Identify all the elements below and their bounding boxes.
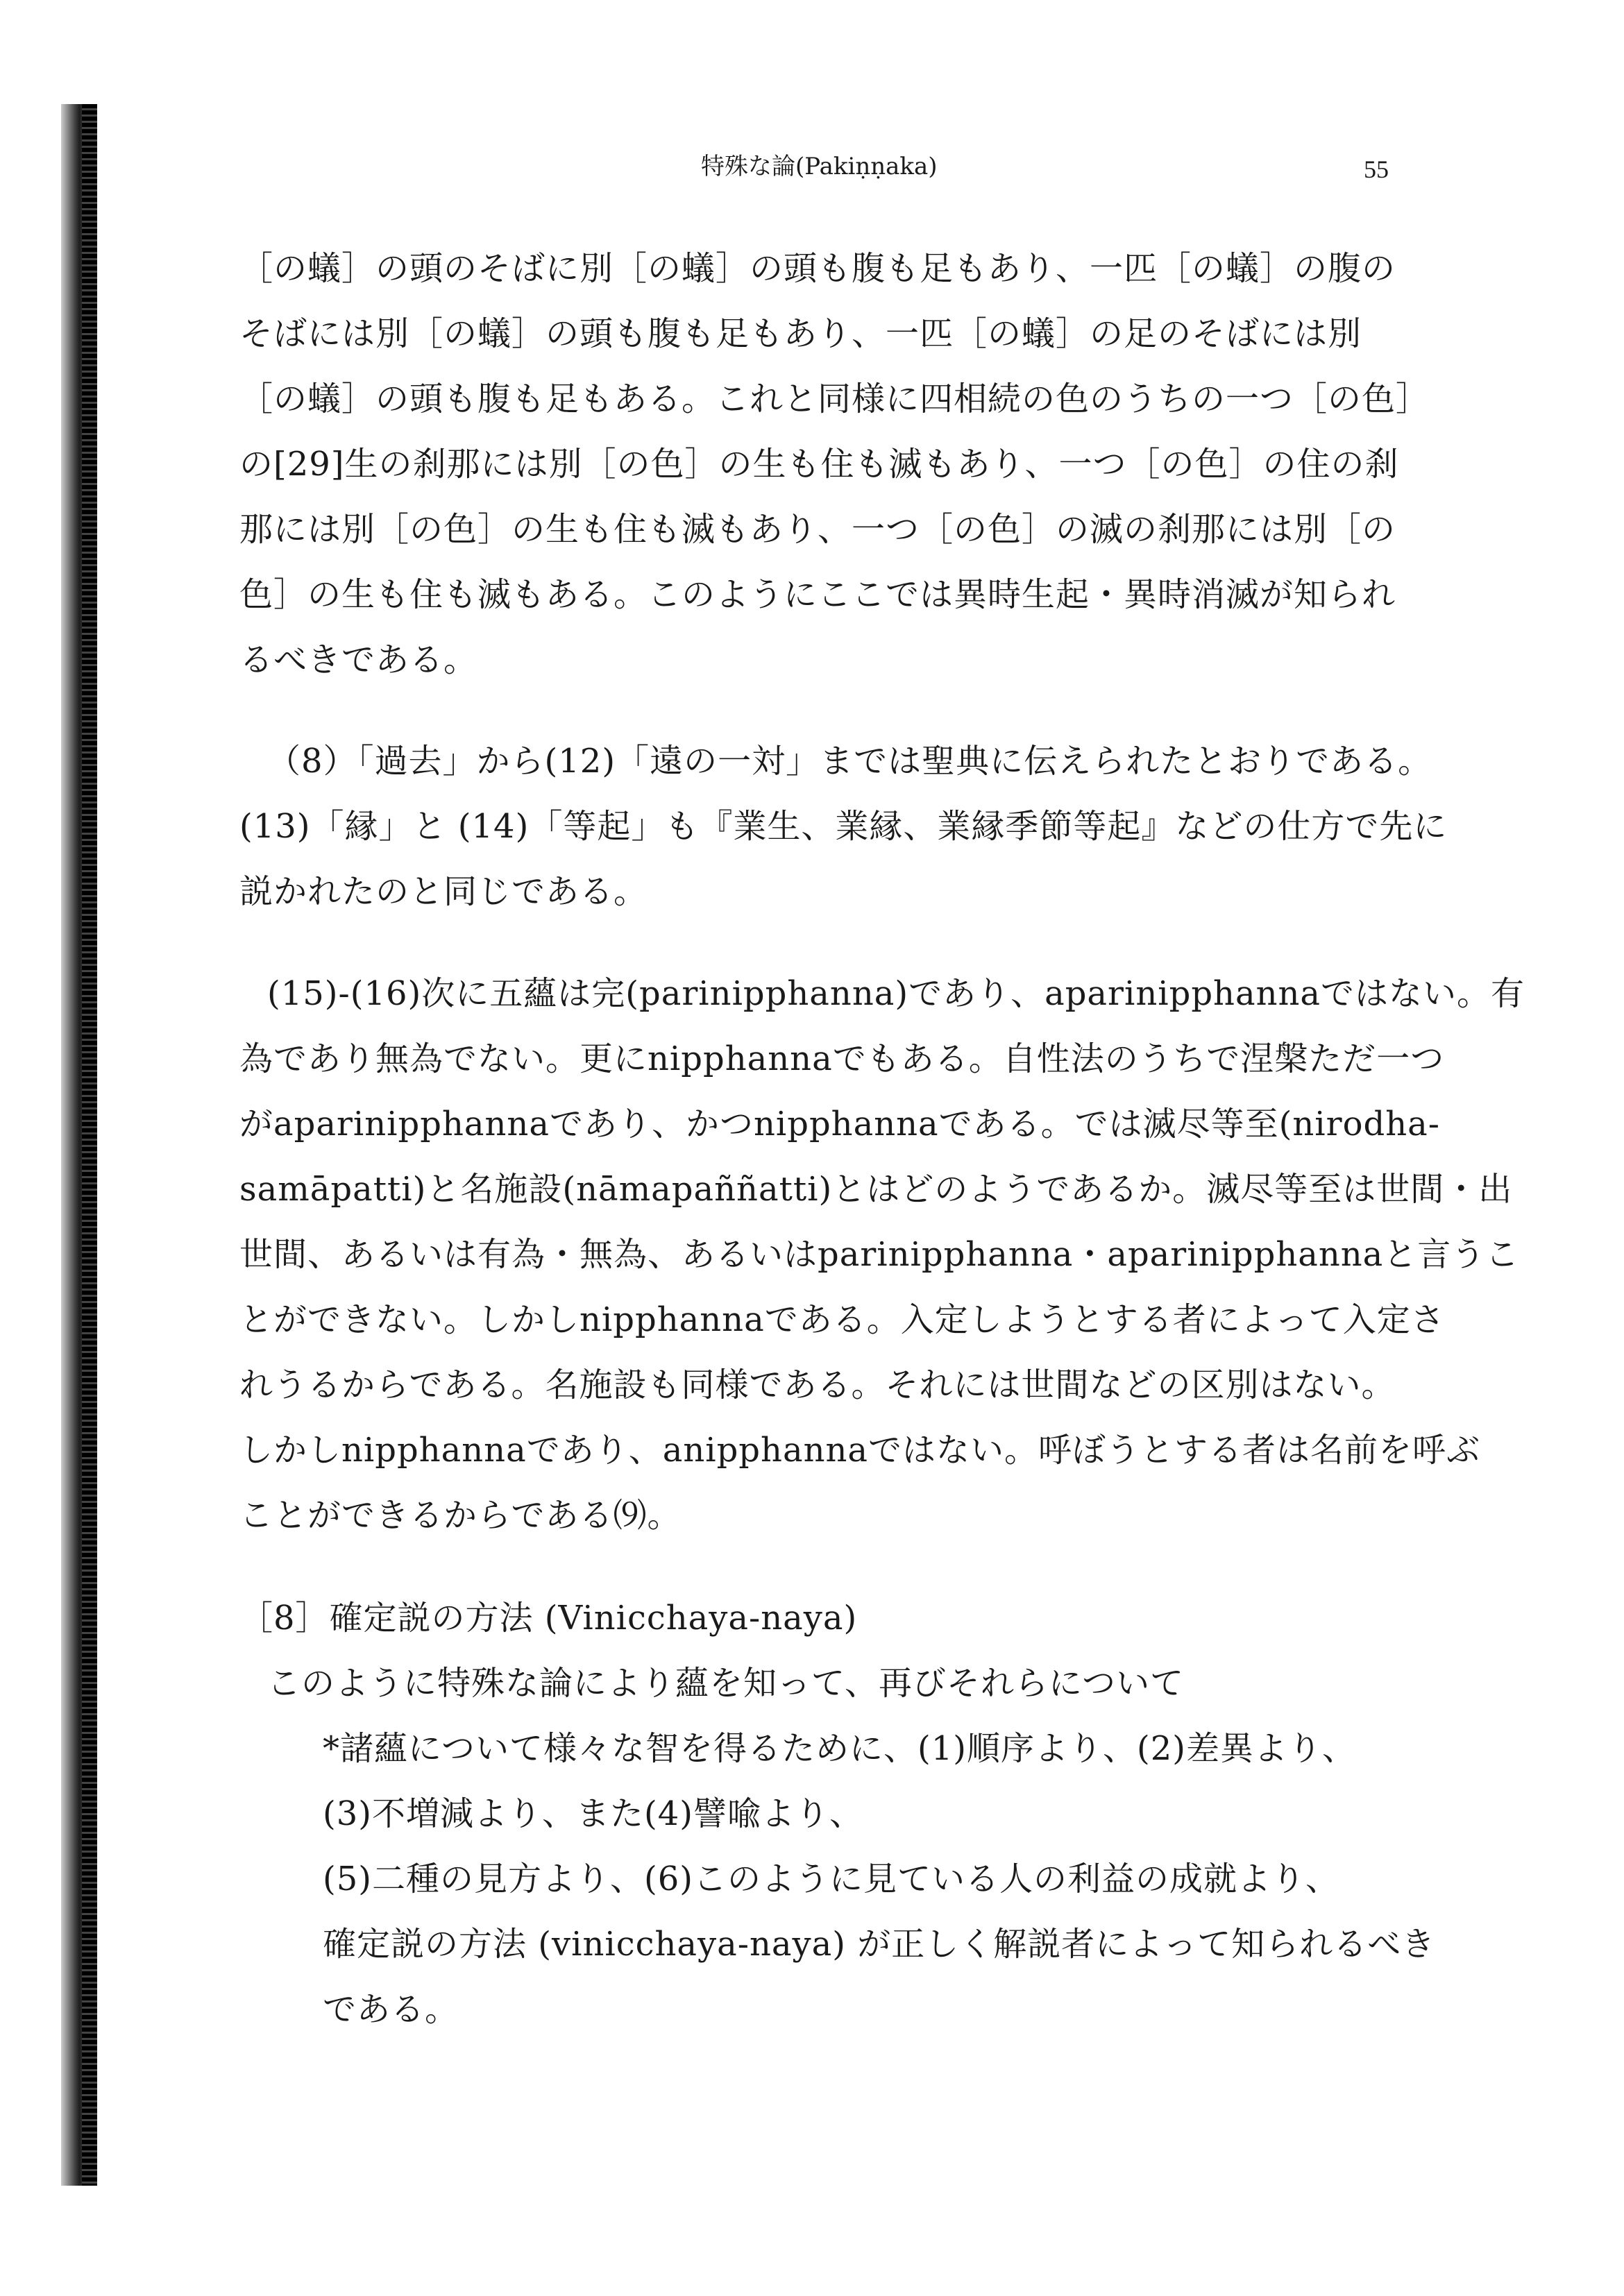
text-line: 説かれたのと同じである。 [239, 872, 648, 911]
verse-line: (5)二種の見方より、(6)このように見ている人の利益の成就より、 [323, 1860, 1339, 1898]
text-line: ［の蟻］の頭も腹も足もある。これと同様に四相続の色のうちの一つ［の色］ [239, 380, 1430, 418]
text-line: るべきである。 [239, 640, 478, 679]
text-line: 那には別［の色］の生も住も滅もあり、一つ［の色］の滅の刹那には別［の [239, 510, 1396, 549]
section-intro: このように特殊な論により蘊を知って、再びそれらについて [267, 1664, 1185, 1703]
section-vinicchaya-naya [239, 1585, 1436, 2042]
text-line: とができない。しかしnipphannaである。入定しようとする者によって入定さ [239, 1300, 1445, 1339]
text-line: 為であり無為でない。更にnipphannaでもある。自性法のうちで涅槃ただ一つ [239, 1039, 1445, 1078]
text-line: samāpatti)と名施設(nāmapaññatti)とはどのようであるか。滅尽等至は世間・出 [239, 1170, 1513, 1209]
verse-line: *諸蘊について様々な智を得るために、(1)順序より、(2)差異より、 [323, 1729, 1357, 1768]
paragraph-ants [239, 236, 1430, 692]
verse-line: である。 [323, 1990, 459, 2029]
text-line: 世間、あるいは有為・無為、あるいはparinipphanna・aparinipphannaと言うこ [239, 1235, 1520, 1274]
running-header [0, 147, 1624, 189]
text-line: ［の蟻］の頭のそばに別［の蟻］の頭も腹も足もあり、一匹［の蟻］の腹の [239, 249, 1396, 288]
text-line: がaparinipphannaであり、かつnipphannaである。では滅尽等至(nirodha- [239, 1105, 1440, 1143]
running-title: 特殊な論(Pakiṇṇaka) [701, 153, 938, 180]
text-line: しかしnipphannaであり、anipphannaではない。呼ぼうとする者は名前を呼ぶ [239, 1431, 1481, 1470]
verse-line: (3)不増減より、また(4)譬喩より、 [323, 1794, 863, 1833]
text-line: （8）「過去」から(12)「遠の一対」までは聖典に伝えられたとおりである。 [267, 742, 1432, 781]
page-number: 55 [1364, 155, 1389, 183]
scan-binding-edge [82, 104, 97, 2186]
verse-line: 確定説の方法 (vinicchaya-naya) が正しく解説者によって知られるべき [323, 1925, 1436, 1964]
text-line: (13)「縁」と (14)「等起」も『業生、業縁、業縁季節等起』などの仕方で先に [239, 807, 1448, 846]
section-heading: ［8］確定説の方法 (Vinicchaya-naya) [239, 1599, 858, 1638]
text-line: 色］の生も住も滅もある。このようにここでは異時生起・異時消滅が知られ [239, 575, 1396, 614]
text-line: れうるからである。名施設も同様である。それには世間などの区別はない。 [239, 1366, 1396, 1404]
text-line: そばには別［の蟻］の頭も腹も足もあり、一匹［の蟻］の足のそばには別 [239, 314, 1362, 353]
paragraph-parinipphanna [239, 961, 1525, 1548]
paragraph-past-to-far [239, 729, 1448, 924]
text-line: ことができるからである⑼。 [239, 1496, 682, 1535]
text-line: (15)-(16)次に五蘊は完(parinipphanna)であり、aparinipphannaではない。有 [267, 974, 1525, 1013]
text-line: の[29]生の刹那には別［の色］の生も住も滅もあり、一つ［の色］の住の刹 [239, 445, 1399, 484]
